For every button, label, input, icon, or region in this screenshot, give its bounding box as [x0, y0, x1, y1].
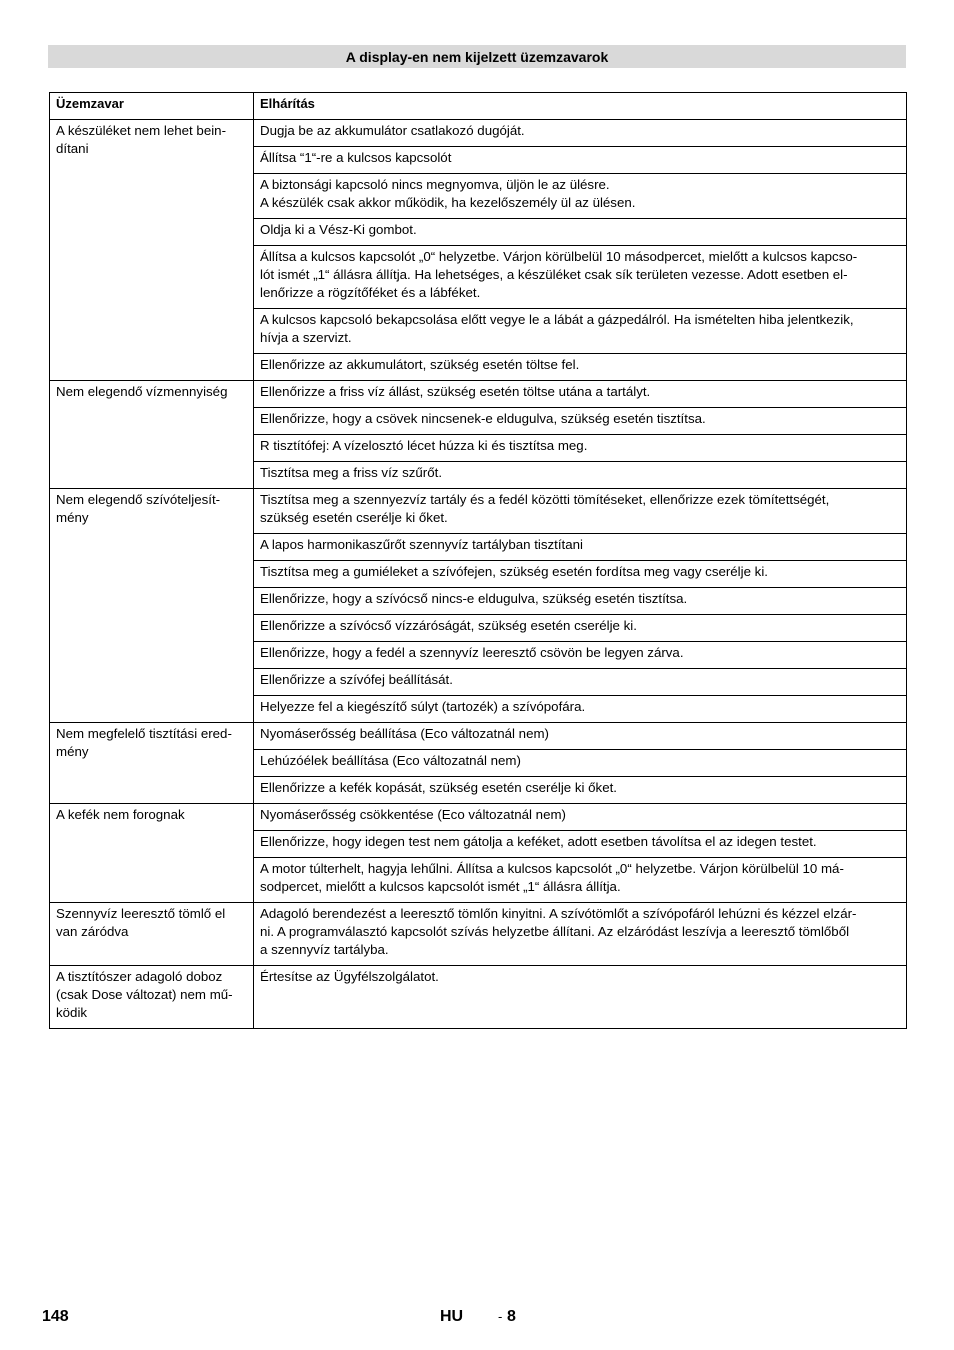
- table-row: [50, 723, 907, 750]
- text-line: ködik: [56, 1005, 88, 1020]
- text-line: Ellenőrizze, hogy a csövek nincsenek-e eldugulva, szükség esetén tisztítsa.: [260, 411, 706, 426]
- remedy-cell: [254, 777, 907, 804]
- text-line: R tisztítófej: A vízelosztó lécet húzza ki és tisztítsa meg.: [260, 438, 588, 453]
- text-line: Ellenőrizze a friss víz állást, szükség esetén töltse utána a tartályt.: [260, 384, 651, 399]
- remedy-cell: [254, 966, 907, 1029]
- remedy-cell: [254, 804, 907, 831]
- text-line: Állítsa a kulcsos kapcsolót „0“ helyzetbe. Várjon körülbelül 10 másodpercet, mielőtt a kulcsos kapcso-: [260, 249, 858, 264]
- text-line: Ellenőrizze a kefék kopását, szükség esetén cserélje ki őket.: [260, 780, 617, 795]
- remedy-cell: [254, 642, 907, 669]
- remedy-cell: [254, 120, 907, 147]
- remedy-cell: [254, 534, 907, 561]
- text-line: Helyezze fel a kiegészítő súlyt (tartozék) a szívópofára.: [260, 699, 586, 714]
- remedy-cell: [254, 615, 907, 642]
- text-line: Nyomáserősség beállítása (Eco változatnál nem): [260, 726, 549, 741]
- text-line: Lehúzóélek beállítása (Eco változatnál nem): [260, 753, 521, 768]
- remedy-cell: [254, 750, 907, 777]
- table-row: [50, 903, 907, 966]
- remedy-cell: [254, 381, 907, 408]
- column-header-remedy: Elhárítás: [254, 93, 907, 120]
- fault-cell: [50, 723, 254, 804]
- fault-cell: [50, 804, 254, 903]
- table-row: [50, 120, 907, 147]
- text-line: szükség esetén cserélje ki őket.: [260, 510, 448, 525]
- remedy-cell: [254, 669, 907, 696]
- text-line: Dugja be az akkumulátor csatlakozó dugóját.: [260, 123, 525, 138]
- remedy-cell: [254, 246, 907, 309]
- text-line: Ellenőrizze, hogy idegen test nem gátolja a keféket, adott esetben távolítsa el az idegen testet.: [260, 834, 817, 849]
- text-line: Ellenőrizze az akkumulátort, szükség esetén töltse fel.: [260, 357, 580, 372]
- footer-separator: -: [498, 1309, 503, 1324]
- remedy-cell: [254, 147, 907, 174]
- text-line: Tisztítsa meg a szennyezvíz tartály és a fedél közötti tömítéseket, ellenőrizze ezek tömítettségét,: [260, 492, 830, 507]
- text-line: Ellenőrizze, hogy a fedél a szennyvíz leeresztő csövön be legyen zárva.: [260, 645, 684, 660]
- page-number: 148: [42, 1308, 69, 1325]
- text-line: Adagoló berendezést a leeresztő tömlőn kinyitni. A szívótömlőt a szívópofáról lehúzni és kézzel elzár-: [260, 906, 857, 921]
- text-line: Nyomáserősség csökkentése (Eco változatnál nem): [260, 807, 566, 822]
- language-code: HU: [440, 1308, 464, 1325]
- fault-table-body: [50, 120, 907, 1029]
- table-header-row: [50, 93, 907, 120]
- text-line: A készülék csak akkor működik, ha kezelőszemély ül az ülésen.: [260, 195, 636, 210]
- text-line: Értesítse az Ügyfélszolgálatot.: [260, 969, 439, 984]
- table-row: [50, 966, 907, 1029]
- remedy-cell: [254, 489, 907, 534]
- text-line: A készüléket nem lehet bein-: [56, 123, 227, 138]
- section-page-number: 8: [507, 1308, 516, 1325]
- text-line: van záródva: [56, 924, 129, 939]
- fault-table: [49, 92, 907, 1029]
- text-line: A kefék nem forognak: [56, 807, 185, 822]
- remedy-cell: [254, 588, 907, 615]
- remedy-cell: [254, 219, 907, 246]
- text-line: mény: [56, 510, 89, 525]
- table-row: [50, 804, 907, 831]
- remedy-cell: [254, 354, 907, 381]
- text-line: Nem elegendő szívóteljesít-: [56, 492, 221, 507]
- text-line: Nem elegendő vízmennyiség: [56, 384, 228, 399]
- text-line: Oldja ki a Vész-Ki gombot.: [260, 222, 417, 237]
- remedy-cell: [254, 435, 907, 462]
- remedy-cell: [254, 858, 907, 903]
- remedy-cell: [254, 696, 907, 723]
- text-line: A biztonsági kapcsoló nincs megnyomva, üljön le az ülésre.: [260, 177, 610, 192]
- text-line: hívja a szervizt.: [260, 330, 352, 345]
- text-line: Ellenőrizze a szívófej beállítását.: [260, 672, 453, 687]
- remedy-cell: [254, 408, 907, 435]
- remedy-cell: [254, 309, 907, 354]
- table-row: [50, 489, 907, 534]
- remedy-cell: [254, 903, 907, 966]
- text-line: A kulcsos kapcsoló bekapcsolása előtt vegye le a lábát a gázpedálról. Ha ismételten hiba jelentkezik,: [260, 312, 854, 327]
- table-row: [50, 381, 907, 408]
- text-line: (csak Dose változat) nem mű-: [56, 987, 233, 1002]
- fault-cell: [50, 903, 254, 966]
- fault-cell: [50, 489, 254, 723]
- fault-cell: [50, 120, 254, 381]
- text-line: Tisztítsa meg a gumiéleket a szívófejen, szükség esetén fordítsa meg vagy cserélje ki.: [260, 564, 768, 579]
- remedy-cell: [254, 174, 907, 219]
- fault-cell: [50, 966, 254, 1029]
- remedy-cell: [254, 462, 907, 489]
- text-line: Ellenőrizze, hogy a szívócső nincs-e eldugulva, szükség esetén tisztítsa.: [260, 591, 688, 606]
- column-header-fault: Üzemzavar: [50, 93, 254, 120]
- text-line: dítani: [56, 141, 89, 156]
- text-line: a szennyvíz tartályba.: [260, 942, 389, 957]
- text-line: Ellenőrizze a szívócső vízzáróságát, szükség esetén cserélje ki.: [260, 618, 637, 633]
- text-line: ni. A programválasztó kapcsolót szívás helyzetbe állítani. Az elzáródást leszívja a leeresztő tömlőből: [260, 924, 850, 939]
- remedy-cell: [254, 561, 907, 588]
- remedy-cell: [254, 723, 907, 750]
- fault-cell: [50, 381, 254, 489]
- text-line: A tisztítószer adagoló doboz: [56, 969, 223, 984]
- text-line: Tisztítsa meg a friss víz szűrőt.: [260, 465, 443, 480]
- text-line: sodpercet, mielőtt a kulcsos kapcsolót ismét „1“ állásra állítja.: [260, 879, 621, 894]
- text-line: A motor túlterhelt, hagyja lehűlni. Állítsa a kulcsos kapcsolót „0“ helyzetbe. Várjon körülbelül 10 má-: [260, 861, 844, 876]
- text-line: lót ismét „1“ állásra állítja. Ha lehetséges, a készüléket csak sík területen vezesse. Adott esetben el-: [260, 267, 848, 282]
- text-line: A lapos harmonikaszűrőt szennyvíz tartályban tisztítani: [260, 537, 583, 552]
- text-line: lenőrizze a rögzítőféket és a lábféket.: [260, 285, 481, 300]
- section-title: A display-en nem kijelzett üzemzavarok: [48, 45, 906, 68]
- text-line: mény: [56, 744, 89, 759]
- text-line: Állítsa “1“-re a kulcsos kapcsolót: [260, 150, 452, 165]
- remedy-cell: [254, 831, 907, 858]
- text-line: Nem megfelelő tisztítási ered-: [56, 726, 232, 741]
- text-line: Szennyvíz leeresztő tömlő el: [56, 906, 226, 921]
